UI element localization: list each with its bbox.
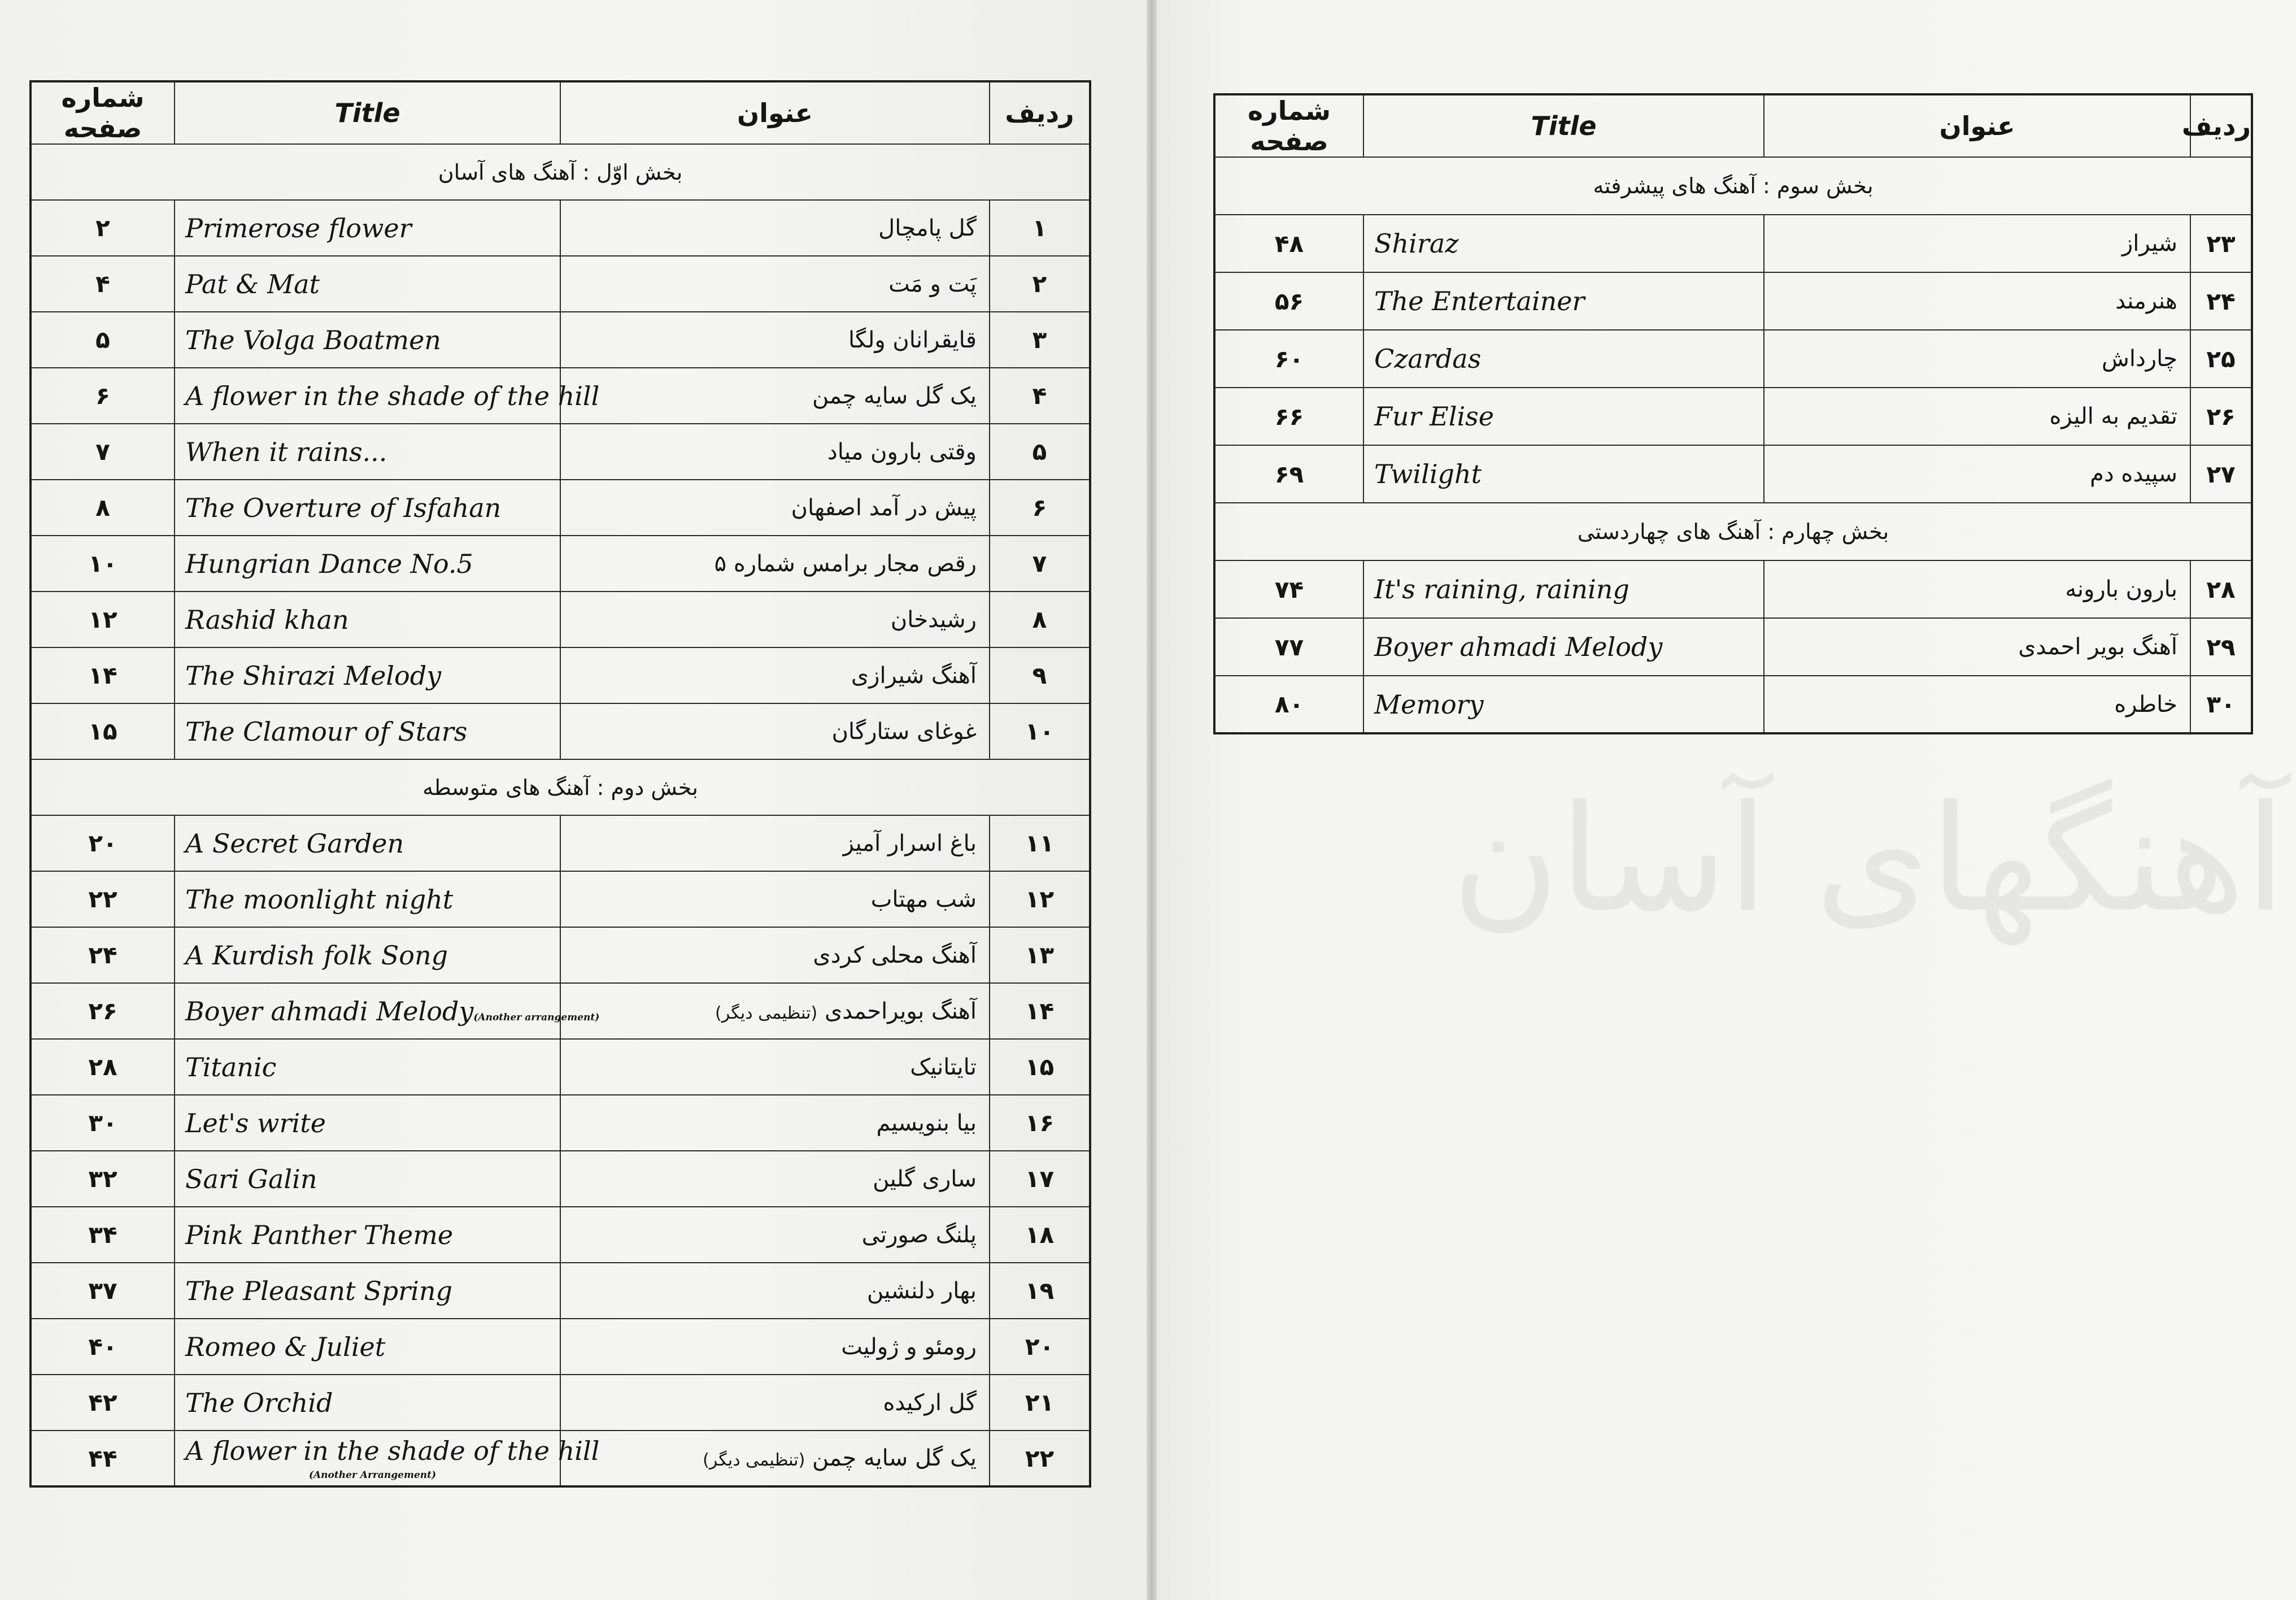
table-row — [1214, 215, 2252, 272]
row-number-cell: ۱ — [990, 200, 1090, 256]
title-text: When it rains... — [185, 436, 387, 467]
fa-title-cell — [560, 1207, 990, 1263]
fa-title-cell — [1764, 560, 2190, 618]
fa-title-text: رومئو و ژولیت — [841, 1333, 977, 1360]
title-cell — [1363, 388, 1764, 445]
page-number-cell: ۲۶ — [31, 983, 175, 1039]
title-cell — [175, 200, 560, 256]
fa-title-cell — [560, 871, 990, 927]
row-number-cell: ۲۹ — [2190, 618, 2252, 676]
fa-title-text: یک گل سایه چمن — [812, 1445, 977, 1471]
title-cell — [175, 1431, 600, 1486]
page-number-cell: ۱۲ — [31, 592, 175, 647]
fa-title-cell — [560, 703, 990, 759]
table-row — [1214, 330, 2252, 388]
row-number-cell: ۲۵ — [2190, 330, 2252, 388]
title-cell — [175, 424, 560, 480]
title-text: Czardas — [1374, 344, 1482, 374]
fa-title-cell — [560, 592, 990, 647]
table-row — [31, 1207, 1090, 1263]
title-cell — [175, 312, 560, 368]
title-note: (Another Arrangement) — [308, 1469, 437, 1481]
page-number-cell: ۲ — [31, 200, 175, 256]
table-row — [31, 703, 1090, 759]
fa-title-text: شب مهتاب — [870, 886, 977, 912]
fa-title-text: گل ارکیده — [883, 1389, 977, 1416]
page-number-cell: ۱۵ — [31, 703, 175, 759]
row-number-cell: ۱۸ — [990, 1207, 1090, 1263]
page-number-cell: ۴۸ — [1214, 215, 1363, 272]
row-number-cell: ۱۰ — [990, 703, 1090, 759]
title-text: Rashid khan — [185, 604, 349, 635]
fa-title-text: پیش در آمد اصفهان — [791, 494, 977, 521]
fa-title-cell — [560, 1151, 990, 1207]
row-number-cell: ۱۱ — [990, 815, 1090, 871]
fa-title-text: آهنگ بویراحمدی — [824, 998, 977, 1024]
row-number-cell: ۲۶ — [2190, 388, 2252, 445]
row-number-cell: ۱۵ — [990, 1039, 1090, 1095]
page-number-cell: ۷۴ — [1214, 560, 1363, 618]
page-number-cell: ۴۰ — [31, 1319, 175, 1375]
fa-title-cell — [1764, 445, 2190, 503]
title-cell — [175, 647, 560, 703]
page-number-cell: ۷ — [31, 424, 175, 480]
title-text: Sari Galin — [185, 1163, 317, 1194]
header-row-number: ردیف — [990, 81, 1090, 144]
fa-title-cell — [560, 424, 990, 480]
table-row — [31, 592, 1090, 647]
table-row — [31, 368, 1090, 424]
fa-title-text: آهنگ محلی کردی — [813, 942, 977, 968]
title-cell — [175, 256, 560, 312]
table-row — [31, 647, 1090, 703]
fa-title-text: ساری گلین — [873, 1166, 977, 1192]
page-number-cell: ۶۶ — [1214, 388, 1363, 445]
title-cell — [175, 983, 600, 1039]
fa-title-cell — [1764, 330, 2190, 388]
page-number-cell: ۲۰ — [31, 815, 175, 871]
section-heading: بخش دوم : آهنگ های متوسطه — [31, 759, 1090, 815]
title-cell — [175, 927, 560, 983]
page-number-cell: ۱۴ — [31, 647, 175, 703]
table-row — [31, 256, 1090, 312]
fa-title-cell — [560, 480, 990, 536]
fa-title-text: تایتانیک — [910, 1054, 977, 1080]
row-number-cell: ۵ — [990, 424, 1090, 480]
table-row — [31, 927, 1090, 983]
title-cell — [1363, 215, 1764, 272]
section-heading: بخش اوّل : آهنگ های آسان — [31, 144, 1090, 200]
fa-title-cell — [560, 1319, 990, 1375]
fa-title-cell — [560, 983, 990, 1039]
section-row — [31, 759, 1090, 815]
fa-title-cell — [560, 815, 990, 871]
fa-title-cell — [1764, 388, 2190, 445]
table-row — [31, 424, 1090, 480]
page-number-cell: ۶ — [31, 368, 175, 424]
fa-title-text: شیراز — [2121, 231, 2177, 256]
header-title: Title — [1363, 94, 1764, 157]
fa-title-text: بیا بنویسیم — [876, 1110, 977, 1136]
title-text: A Kurdish folk Song — [185, 940, 448, 971]
page-number-cell: ۵۶ — [1214, 272, 1363, 330]
table-row — [31, 1319, 1090, 1375]
fa-title-text: هنرمند — [2115, 288, 2177, 314]
header-page-number: شماره صفحه — [31, 81, 175, 144]
fa-title-text: خاطره — [2114, 691, 2177, 718]
page-number-cell: ۲۴ — [31, 927, 175, 983]
page-number-cell: ۴۲ — [31, 1375, 175, 1431]
toc-table-right — [1213, 93, 2253, 734]
row-number-cell: ۱۷ — [990, 1151, 1090, 1207]
page-number-cell: ۳۰ — [31, 1095, 175, 1151]
title-text: Shiraz — [1374, 228, 1459, 259]
fa-title-note: (تنظیمی دیگر) — [715, 1003, 818, 1023]
page-number-cell: ۱۰ — [31, 536, 175, 592]
row-number-cell: ۲۱ — [990, 1375, 1090, 1431]
title-text: Romeo & Juliet — [185, 1331, 386, 1362]
page-number-cell: ۸۰ — [1214, 676, 1363, 733]
title-text: Primerose flower — [185, 212, 412, 244]
fa-title-text: یک گل سایه چمن — [812, 382, 977, 409]
watermark-text: آهنگهای آسان — [1452, 774, 2286, 945]
title-text: The Shirazi Melody — [185, 660, 442, 691]
fa-title-cell — [1764, 618, 2190, 676]
toc-body-right — [1214, 157, 2252, 733]
title-text: Pink Panther Theme — [185, 1219, 454, 1250]
title-text: The Overture of Isfahan — [185, 492, 502, 523]
row-number-cell: ۱۹ — [990, 1263, 1090, 1319]
page-number-cell: ۴ — [31, 256, 175, 312]
title-cell — [175, 368, 600, 424]
title-cell — [1363, 445, 1764, 503]
fa-title-text: سپیده دم — [2090, 461, 2177, 487]
fa-title-text: آهنگ بویر احمدی — [2018, 634, 2177, 660]
title-text: Fur Elise — [1374, 401, 1494, 432]
row-number-cell: ۱۴ — [990, 983, 1090, 1039]
table-row — [31, 1431, 1090, 1486]
title-text: The Clamour of Stars — [185, 716, 468, 747]
header-row — [1214, 94, 2252, 157]
fa-title-text: وقتی بارون میاد — [827, 438, 977, 465]
fa-title-text: آهنگ شیرازی — [851, 662, 977, 689]
table-row — [1214, 618, 2252, 676]
fa-title-cell — [560, 256, 990, 312]
row-number-cell: ۱۶ — [990, 1095, 1090, 1151]
title-text: The Pleasant Spring — [185, 1275, 452, 1306]
title-cell — [175, 703, 560, 759]
page-number-cell: ۶۰ — [1214, 330, 1363, 388]
fa-title-text: غوغای ستارگان — [831, 718, 977, 745]
row-number-cell: ۱۳ — [990, 927, 1090, 983]
title-cell — [175, 536, 560, 592]
fa-title-text: پلنگ صورتی — [861, 1221, 977, 1248]
title-cell — [175, 1319, 560, 1375]
title-note: (Another arrangement) — [473, 1011, 600, 1023]
title-text: Let's write — [185, 1107, 326, 1138]
header-page-number: شماره صفحه — [1214, 94, 1363, 157]
title-cell — [175, 592, 560, 647]
table-row — [31, 983, 1090, 1039]
table-row — [31, 1151, 1090, 1207]
row-number-cell: ۸ — [990, 592, 1090, 647]
title-text: It's raining, raining — [1374, 574, 1630, 605]
fa-title-cell — [1764, 215, 2190, 272]
fa-title-cell — [560, 1263, 990, 1319]
fa-title-cell — [560, 1039, 990, 1095]
fa-title-text: چارداش — [2102, 346, 2177, 372]
title-cell — [175, 871, 560, 927]
table-row — [31, 1263, 1090, 1319]
section-row — [1214, 157, 2252, 215]
title-text: The Orchid — [185, 1387, 333, 1418]
fa-title-text: قایقرانان ولگا — [848, 327, 977, 353]
row-number-cell: ۲۳ — [2190, 215, 2252, 272]
fa-title-text: بارون بارونه — [2065, 576, 2177, 602]
row-number-cell: ۹ — [990, 647, 1090, 703]
fa-title-text: باغ اسرار آمیز — [843, 830, 977, 856]
section-heading: بخش سوم : آهنگ های پیشرفته — [1214, 157, 2252, 215]
fa-title-cell — [1764, 676, 2190, 733]
title-text: Boyer ahmadi Melody — [1374, 632, 1663, 662]
table-row — [1214, 676, 2252, 733]
page-number-cell: ۳۷ — [31, 1263, 175, 1319]
title-cell — [175, 1207, 560, 1263]
title-text: The Entertainer — [1374, 286, 1585, 316]
table-row — [31, 312, 1090, 368]
title-cell — [1363, 330, 1764, 388]
page-number-cell: ۳۲ — [31, 1151, 175, 1207]
title-cell — [175, 1375, 560, 1431]
title-text: Pat & Mat — [185, 268, 320, 299]
page-number-cell: ۷۷ — [1214, 618, 1363, 676]
header-row-number: ردیف — [2190, 94, 2252, 157]
fa-title-note: (تنظیمی دیگر) — [703, 1450, 805, 1470]
title-text: The moonlight night — [185, 884, 454, 915]
fa-title-cell — [560, 1095, 990, 1151]
table-row — [31, 815, 1090, 871]
fa-title-cell — [1764, 272, 2190, 330]
table-row — [1214, 445, 2252, 503]
section-row — [1214, 503, 2252, 560]
title-text: Titanic — [185, 1051, 277, 1082]
page-number-cell: ۶۹ — [1214, 445, 1363, 503]
table-row — [31, 1375, 1090, 1431]
page-number-cell: ۲۲ — [31, 871, 175, 927]
fa-title-cell — [560, 536, 990, 592]
fa-title-text: تقدیم به الیزه — [2049, 403, 2177, 429]
row-number-cell: ۲۷ — [2190, 445, 2252, 503]
row-number-cell: ۲۰ — [990, 1319, 1090, 1375]
table-row — [1214, 560, 2252, 618]
fa-title-cell — [560, 647, 990, 703]
table-row — [1214, 388, 2252, 445]
row-number-cell: ۲۸ — [2190, 560, 2252, 618]
book-gutter — [1147, 0, 1157, 1600]
title-cell — [175, 1039, 560, 1095]
page-number-cell: ۲۸ — [31, 1039, 175, 1095]
fa-title-cell — [560, 368, 990, 424]
page-number-cell: ۳۴ — [31, 1207, 175, 1263]
section-heading: بخش چهارم : آهنگ های چهاردستی — [1214, 503, 2252, 560]
fa-title-cell — [560, 312, 990, 368]
table-row — [1214, 272, 2252, 330]
title-text: A Secret Garden — [185, 828, 404, 859]
table-row — [31, 1095, 1090, 1151]
title-text: Boyer ahmadi Melody — [185, 995, 474, 1027]
title-text: Hungrian Dance No.5 — [185, 548, 473, 579]
fa-title-text: بهار دلنشین — [866, 1277, 977, 1304]
header-fa-title: عنوان — [1764, 94, 2190, 157]
fa-title-cell — [560, 927, 990, 983]
title-cell — [1363, 676, 1764, 733]
title-cell — [1363, 560, 1764, 618]
title-cell — [175, 815, 560, 871]
page-number-cell: ۴۴ — [31, 1431, 175, 1486]
fa-title-cell — [560, 1375, 990, 1431]
fa-title-text: رقص مجار برامس شماره ۵ — [714, 550, 977, 577]
fa-title-text: گل پامچال — [878, 215, 977, 241]
page-number-cell: ۸ — [31, 480, 175, 536]
title-text: The Volga Boatmen — [185, 324, 441, 355]
row-number-cell: ۴ — [990, 368, 1090, 424]
title-cell — [1363, 618, 1764, 676]
title-text: A flower in the shade of the hill — [185, 380, 600, 411]
page-number-cell: ۵ — [31, 312, 175, 368]
title-cell — [1363, 272, 1764, 330]
header-title: Title — [175, 81, 560, 144]
row-number-cell: ۱۲ — [990, 871, 1090, 927]
toc-table-left — [29, 80, 1091, 1488]
title-text: Memory — [1374, 689, 1484, 720]
table-row — [31, 480, 1090, 536]
row-number-cell: ۲ — [990, 256, 1090, 312]
row-number-cell: ۲۲ — [990, 1431, 1090, 1486]
table-row — [31, 200, 1090, 256]
header-row — [31, 81, 1090, 144]
row-number-cell: ۳ — [990, 312, 1090, 368]
title-cell — [175, 1095, 560, 1151]
row-number-cell: ۷ — [990, 536, 1090, 592]
table-row — [31, 871, 1090, 927]
toc-body-left — [31, 144, 1090, 1486]
row-number-cell: ۳۰ — [2190, 676, 2252, 733]
fa-title-cell — [560, 1431, 990, 1486]
table-row — [31, 536, 1090, 592]
left-page — [0, 0, 1147, 1600]
title-cell — [175, 480, 560, 536]
fa-title-text: رشیدخان — [890, 606, 977, 633]
section-row — [31, 144, 1090, 200]
row-number-cell: ۲۴ — [2190, 272, 2252, 330]
title-cell — [175, 1151, 560, 1207]
title-cell — [175, 1263, 560, 1319]
fa-title-cell — [560, 200, 990, 256]
header-fa-title: عنوان — [560, 81, 990, 144]
table-row — [31, 1039, 1090, 1095]
fa-title-text: پَت و مَت — [888, 271, 977, 297]
title-text: A flower in the shade of the hill — [185, 1436, 600, 1466]
row-number-cell: ۶ — [990, 480, 1090, 536]
title-text: Twilight — [1374, 459, 1482, 489]
